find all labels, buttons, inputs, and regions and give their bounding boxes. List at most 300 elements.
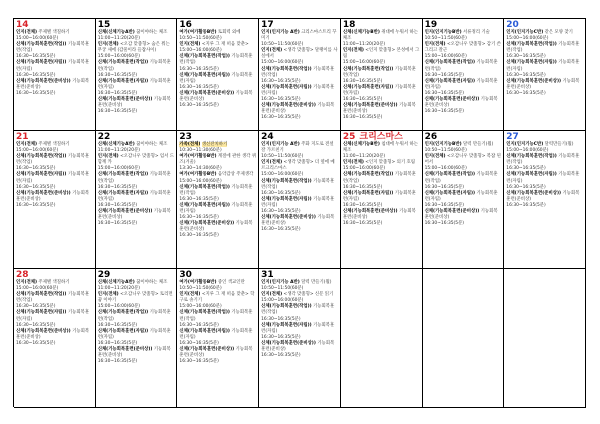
schedule-entry	[179, 154, 256, 172]
entry-time: 16:30~16:35(5분)	[16, 322, 56, 328]
schedule-entry	[425, 42, 502, 60]
entry-title: 신체(신체기능B반)	[342, 30, 380, 35]
schedule-entry	[425, 60, 502, 78]
entry-description: 같은 모양 찾기	[544, 30, 573, 35]
entry-title: 신체(기능회복훈련(준비상))	[97, 347, 153, 353]
schedule-entry	[261, 304, 338, 322]
schedule-entry	[98, 142, 175, 154]
day-cell	[96, 131, 178, 269]
entry-title: 신체(기능회복훈련(준비상))	[261, 215, 316, 221]
entry-title: 인지(전체)	[16, 142, 37, 147]
entry-description: 기능회복훈련(자립)	[97, 78, 171, 90]
entry-title: 신체(기능회복훈련(자립))	[16, 60, 67, 66]
entry-title: 신체(기능회복훈련(준비상))	[261, 340, 316, 346]
entry-time: 11:00~11:20(20분)	[342, 42, 386, 48]
entry-description: <지루 그 재 떠음 맞춘>	[201, 42, 249, 48]
entry-description: 기능회복훈련(작업)	[16, 42, 90, 54]
schedule-entry	[343, 191, 420, 209]
entry-time: 16:30~16:35(5분)	[97, 184, 138, 190]
schedule-entry	[179, 142, 256, 154]
entry-time: 10:50~11:50(60분)	[179, 286, 222, 292]
schedule-entry	[98, 97, 175, 115]
entry-description: 기능회복훈련(작업)	[424, 60, 498, 72]
day-cell	[96, 269, 178, 408]
entry-title: 신체(기능회복훈련(자립))	[261, 196, 312, 202]
entry-description: 침대에 누워서 하는체조	[342, 142, 419, 154]
entry-description: 기능회복훈련(준비상)	[506, 190, 580, 202]
schedule-entry	[261, 341, 338, 359]
entry-time: 16:30~16:35(5분)	[16, 54, 56, 60]
entry-description: 기능회복훈련(준비상)	[424, 209, 498, 221]
schedule-entry	[425, 172, 502, 190]
entry-time: 15:00~16:00(60분)	[97, 166, 140, 172]
entry-time: 16:30~16:35(5분)	[506, 202, 546, 208]
entry-description: 기능회복훈련(작업)	[179, 184, 253, 196]
entry-title: 신체(기능회복훈련(자립))	[179, 202, 230, 208]
schedule-entry	[261, 67, 338, 85]
entry-title: 신체(기능회복훈련(작업))	[261, 178, 312, 184]
entry-description: 꿈이야하는 체조	[136, 30, 168, 35]
entry-time: 16:30~16:35(5분)	[424, 109, 465, 115]
entry-description: 주제별 색칠하기	[38, 142, 70, 147]
entry-title: 신체(기능회복훈련(작업))	[179, 184, 230, 190]
schedule-entry	[343, 103, 420, 121]
entry-time: 16:30~16:35(5분)	[16, 340, 56, 346]
entry-title: 인지(전체)	[261, 48, 283, 54]
entry-title: 인지(전체)	[342, 160, 364, 166]
entry-description: 주화 지도로 전설잘 가르친기	[261, 142, 334, 154]
entry-time: 16:30~16:35(5분)	[261, 115, 301, 121]
entry-time: 16:30~16:35(5분)	[261, 227, 301, 233]
schedule-entry	[506, 154, 583, 172]
entry-title: 인지(인지기능C반)	[506, 142, 544, 147]
schedule-entry	[98, 280, 175, 292]
schedule-entry	[179, 172, 256, 184]
empty-day-cell	[423, 269, 505, 408]
entry-title: 신체(신체기능A반)	[97, 280, 135, 285]
day-cell	[341, 131, 423, 269]
entry-time: 16:30~16:35(5분)	[261, 316, 301, 322]
entry-title: 인지(전체)	[16, 280, 37, 285]
entry-description: 기능회복훈련(자립)	[506, 172, 580, 184]
entry-time: 16:30~16:35(5분)	[179, 84, 219, 90]
entry-time: 16:30~16:35(5분)	[16, 166, 56, 172]
entry-title: 신체(기능회복훈련(준비상))	[16, 328, 71, 334]
schedule-entry	[506, 42, 583, 60]
entry-title: 신체(기능회복훈련(자립))	[16, 310, 67, 316]
entry-description: 토회력 외에	[217, 30, 241, 35]
day-cell	[259, 269, 341, 408]
entry-time: 16:30~16:35(5분)	[506, 72, 546, 78]
entry-title: 신체(기능회복훈련(작업))	[342, 66, 394, 72]
schedule-entry	[425, 30, 502, 42]
schedule-entry	[179, 347, 256, 365]
entry-title: 신체(기능회복훈련(준비상))	[179, 221, 235, 227]
entry-title: 신체(기능회복훈련(준비상))	[16, 78, 71, 84]
schedule-entry	[425, 79, 502, 97]
entry-title: 신체(기능회복훈련(작업))	[97, 172, 149, 178]
entry-title: 신체(기능회복훈련(작업))	[97, 310, 149, 316]
day-header	[98, 270, 175, 280]
entry-title: 신체(신체기능A반)	[97, 142, 135, 147]
schedule-entry	[506, 172, 583, 190]
entry-description: 기능회복훈련(자립)	[179, 202, 253, 215]
entry-title: 신체(기능회복훈련(작업))	[261, 66, 312, 72]
entry-title: 인지(전체)	[179, 292, 201, 298]
entry-description: 달력만들기(월)	[544, 142, 574, 147]
schedule-entry	[16, 154, 93, 172]
day-cell	[96, 19, 178, 131]
entry-title: 신체(기능회복훈련(준비상))	[97, 97, 153, 103]
entry-description: 기능회복훈련(작업)	[179, 310, 253, 322]
day-number: 19	[424, 20, 438, 30]
entry-description: <지루 그 재 떠음 맞춘> 학구로 솔기기	[179, 292, 255, 304]
schedule-entry	[179, 280, 256, 292]
entry-time: 16:30~16:35(5분)	[97, 202, 138, 208]
day-cell	[423, 19, 505, 131]
entry-title: 신체(기능회복훈련(준비상))	[424, 97, 480, 103]
entry-description: 기능회복훈련(자립)	[97, 190, 171, 202]
entry-time: 16:30~16:35(5분)	[342, 97, 383, 103]
day-header	[425, 20, 502, 30]
schedule-entry	[179, 42, 256, 54]
entry-time: 16:30~16:35(5분)	[97, 90, 138, 96]
entry-description: 기능회복훈련(준비상)	[97, 97, 171, 109]
entry-title: 신체(기능회복훈련(자립))	[261, 84, 312, 90]
day-cell	[177, 131, 259, 269]
day-cell	[423, 131, 505, 269]
day-header	[261, 270, 338, 280]
entry-title: 인지(전체)	[97, 292, 119, 298]
schedule-entry	[506, 142, 583, 154]
entry-title: 인지(인지기능C반)	[506, 30, 544, 35]
schedule-entry	[98, 30, 175, 42]
entry-time: 16:30~16:35(5분)	[179, 103, 219, 109]
entry-description: 기능회복훈련(자립)	[261, 322, 335, 334]
entry-description: 기능회복훈련(작업)	[97, 60, 171, 72]
entry-title: 여가(여가활동B반)	[179, 154, 217, 160]
schedule-entry	[343, 85, 420, 103]
day-cell	[504, 131, 586, 269]
entry-title: 신체(기능회복훈련(자립))	[424, 78, 476, 84]
entry-title: 인지(전체)	[261, 292, 283, 298]
day-header	[261, 20, 338, 30]
day-cell	[14, 269, 96, 408]
schedule-entry	[261, 160, 338, 178]
day-number: 15	[97, 20, 111, 30]
schedule-entry	[179, 221, 256, 239]
entry-time: 16:30~16:35(5분)	[261, 78, 301, 84]
schedule-entry	[343, 142, 420, 160]
day-header	[261, 132, 338, 142]
entry-description: <오감 맞춤형> 숨은 뭐는 무궁 새에 (감물이라 들잡사이)	[97, 42, 170, 54]
entry-description: 기능회복훈련(준비상)	[342, 103, 416, 115]
entry-description: 기능회복훈련(작업)	[506, 42, 580, 54]
entry-title: 인지(전체)	[342, 48, 364, 54]
day-number: 14	[16, 20, 29, 30]
day-cell	[259, 131, 341, 269]
entry-title: 인지(전체)	[97, 42, 119, 48]
entry-description: <생각 맞춤형> 더 옆에 메르크리스마스	[261, 160, 335, 172]
entry-time: 16:30~16:35(5분)	[97, 359, 138, 365]
entry-time: 11:00~11:20(20분)	[342, 154, 386, 160]
entry-title: 신체(신체기능A반)	[97, 30, 135, 35]
entry-time: 16:30~16:35(5분)	[179, 340, 219, 346]
entry-title: 인지(전체)	[261, 160, 283, 166]
entry-description: 기능회복훈련(준비상)	[179, 90, 253, 103]
entry-description: 계절에 관한 생각 퀴즈(겨울)	[179, 154, 257, 166]
entry-time: 10:50~11:50(60분)	[261, 154, 304, 160]
entry-description: 꿈이야하는 체조	[136, 280, 168, 285]
entry-title: 신체(기능회복훈련(작업))	[424, 172, 476, 178]
entry-time: 16:30~16:35(5분)	[424, 184, 465, 190]
schedule-entry	[16, 30, 93, 42]
entry-title: 신체(기능회복훈련(자립))	[97, 328, 149, 334]
entry-title: 인지(전체)	[97, 154, 119, 160]
schedule-entry	[506, 79, 583, 97]
entry-time: 15:00~16:00(60분)	[424, 166, 467, 172]
entry-time: 16:30~16:35(5분)	[261, 209, 301, 215]
entry-description: 기능회복훈련(자립)	[16, 310, 90, 322]
entry-time: 15:00~16:00(60분)	[261, 172, 304, 178]
entry-description: <생각 맞춤형> 신문 읽기	[283, 292, 334, 298]
schedule-entry	[98, 154, 175, 172]
schedule-entry	[16, 42, 93, 60]
schedule-entry	[16, 60, 93, 78]
entry-time: 10:50~11:50(60분)	[261, 42, 304, 48]
schedule-entry	[261, 48, 338, 66]
entry-description: 기능회복훈련(자립)	[261, 196, 335, 208]
entry-title: 신체(기능회복훈련(자립))	[261, 322, 312, 328]
schedule-entry	[506, 30, 583, 42]
entry-title: 여가(여가활동B반)	[179, 30, 217, 35]
schedule-entry	[179, 185, 256, 203]
entry-description: 기능회복훈련(작업)	[97, 310, 171, 322]
entry-title: 신체(기능회복훈련(자립))	[97, 78, 149, 84]
schedule-entry	[179, 54, 256, 72]
entry-description: 기능회복훈련(자립)	[506, 60, 580, 72]
entry-description: 기능회복훈련(준비상)	[506, 78, 580, 90]
day-header	[343, 20, 420, 30]
entry-title: 인지(인지기능 A반)	[261, 280, 300, 285]
entry-title: 신체(기능회복훈련(자립))	[342, 84, 394, 90]
entry-time: 16:30~16:35(5분)	[97, 109, 138, 115]
day-number: 18	[342, 20, 356, 30]
entry-title: 인지(인지기능B반)	[424, 30, 462, 35]
entry-title: 인지(전체)	[424, 42, 446, 48]
day-header	[425, 132, 502, 142]
entry-time: 15:00~16:00(60분)	[179, 304, 222, 310]
entry-title: 신체(기능회복훈련(준비상))	[16, 190, 71, 196]
day-cell	[14, 19, 96, 131]
entry-description: <생각 맞춤형> 달팽이를 사실에서	[261, 48, 338, 60]
entry-description: 기능회복훈련(준비상)	[342, 209, 416, 221]
day-cell	[504, 19, 586, 131]
entry-description: <오감니우 맞춤형> 토리면 꿈 이야기	[97, 292, 173, 304]
schedule-entry	[179, 329, 256, 347]
day-number: 30	[179, 270, 192, 280]
schedule-entry	[179, 292, 256, 310]
entry-title: 신체(기능회복훈련(작업))	[261, 304, 312, 310]
entry-title: 신체(기능회복훈련(작업))	[16, 42, 67, 48]
entry-title: 신체(기능회복훈련(준비상))	[261, 103, 316, 109]
entry-description: 달력 만들기(월)	[463, 142, 494, 147]
entry-time: 16:30~16:35(5분)	[179, 233, 219, 239]
entry-description: 기능회복훈련(작업)	[261, 66, 335, 78]
schedule-entry	[261, 179, 338, 197]
schedule-entry	[261, 292, 338, 304]
entry-description: 기능회복훈련(자립)	[424, 78, 498, 90]
entry-description: 기능회복훈련(작업)	[342, 172, 416, 184]
schedule-entry	[261, 215, 338, 233]
schedule-entry	[98, 347, 175, 365]
schedule-entry	[425, 154, 502, 172]
entry-description: 기능회복훈련(자립)	[16, 172, 90, 184]
entry-title: 신체(기능회복훈련(작업))	[16, 154, 67, 160]
entry-title: 신체(기능회복훈련(작업))	[179, 310, 230, 316]
entry-description: 기능회복훈련(작업)	[342, 66, 416, 78]
entry-time: 16:30~16:35(5분)	[97, 340, 138, 346]
entry-time: 11:00~11:20(20분)	[97, 36, 140, 42]
entry-description: <오감니우 맞춤형> 엄서 드 함께 카	[97, 154, 175, 166]
entry-title: 인지(인지기능 A반)	[261, 142, 300, 147]
entry-time: 16:30~16:35(5분)	[97, 322, 138, 328]
entry-title: 신체(기능회복훈련(작업))	[16, 292, 67, 298]
entry-time: 16:30~16:35(5분)	[506, 166, 546, 172]
entry-description: 기능회복훈련(준비상)	[16, 78, 90, 90]
entry-time: 13:30~14:30(60분)	[179, 166, 222, 172]
schedule-entry	[506, 60, 583, 78]
entry-description: 달력 만들기(월)	[301, 280, 332, 285]
entry-description: 중인 색교인란	[217, 280, 245, 285]
entry-description: <인지 맞춤형> 의기 호림	[365, 160, 415, 166]
schedule-entry	[98, 209, 175, 227]
entry-time: 15:00~16:00(60분)	[97, 54, 140, 60]
entry-time: 16:30~16:35(5분)	[261, 353, 301, 359]
schedule-entry	[261, 103, 338, 121]
day-number: 17	[261, 20, 274, 30]
schedule-entry	[16, 329, 93, 347]
entry-time: 15:00~16:00(60분)	[179, 178, 222, 184]
entry-title: 신체(기능회복훈련(작업))	[506, 42, 557, 48]
day-cell	[14, 131, 96, 269]
entry-description: 기능회복훈련(준비상)	[261, 103, 335, 115]
day-header	[16, 132, 93, 142]
schedule-entry	[343, 67, 420, 85]
schedule-entry	[98, 310, 175, 328]
entry-description: 기능회복훈련(작업)	[506, 154, 580, 166]
day-header	[506, 20, 583, 30]
day-number: 25	[342, 132, 356, 142]
entry-description: <인지 맞춤형> 본성에서 그림	[342, 48, 420, 60]
entry-title: 신체(기능회복훈련(자립))	[16, 172, 67, 178]
entry-time: 16:30~16:35(5분)	[261, 190, 301, 196]
holiday-name: 크리스마스	[359, 132, 403, 142]
entry-description: 기능회복훈련(자립)	[179, 72, 253, 84]
schedule-entry	[343, 48, 420, 66]
entry-time: 15:00~16:00(60분)	[261, 298, 304, 304]
schedule-entry	[261, 142, 338, 160]
schedule-entry	[98, 292, 175, 310]
day-header	[98, 132, 175, 142]
entry-description: 기능회복훈련(준비상)	[261, 340, 335, 353]
schedule-entry	[261, 323, 338, 341]
entry-time: 10:50~11:50(60분)	[261, 286, 304, 292]
schedule-entry	[16, 142, 93, 154]
day-number: 31	[261, 270, 274, 280]
schedule-entry	[425, 142, 502, 154]
day-number: 29	[97, 270, 111, 280]
schedule-entry	[261, 85, 338, 103]
schedule-entry	[179, 73, 256, 91]
entry-description: 음악감상 주제생각	[217, 172, 254, 178]
entry-description: 기능회복훈련(작업)	[261, 178, 335, 190]
day-header	[16, 270, 93, 280]
entry-time: 15:00~16:00(60분)	[342, 166, 386, 172]
entry-title: 신체(기능회복훈련(작업))	[506, 154, 557, 160]
entry-time: 16:30~16:35(5분)	[16, 72, 56, 78]
entry-title: 신체(기능회복훈련(작업))	[179, 54, 230, 60]
entry-title: 여가(여가활동B반)	[179, 280, 217, 285]
entry-title: 신체(기능회복훈련(준비상))	[506, 78, 561, 84]
entry-time: 16:30~16:35(5분)	[16, 184, 56, 190]
schedule-entry	[343, 160, 420, 172]
entry-time: 10:50~11:50(60분)	[424, 148, 467, 154]
entry-time: 10:50~11:50(60분)	[179, 36, 222, 42]
entry-time: 11:00~11:20(20분)	[97, 286, 140, 292]
schedule-entry	[179, 203, 256, 221]
schedule-entry	[425, 191, 502, 209]
entry-title: 신체(기능회복훈련(준비상))	[97, 209, 153, 215]
entry-title: 신체(기능회복훈련(자립))	[424, 190, 476, 196]
schedule-entry	[98, 42, 175, 60]
day-number: 16	[179, 20, 192, 30]
entry-title: 신체(기능회복훈련(작업))	[424, 60, 476, 66]
entry-title: 신체(기능회복훈련(준비상))	[424, 209, 480, 215]
calendar-grid	[13, 18, 586, 407]
entry-description: 기능회복훈련(작업)	[261, 304, 335, 316]
day-cell	[177, 19, 259, 131]
entry-time: 16:30~16:35(5분)	[179, 359, 219, 365]
entry-description: 기능회복훈련(준비상)	[179, 347, 253, 359]
entry-title: 신체(기능회복훈련(자립))	[179, 72, 230, 78]
day-header	[179, 20, 256, 30]
entry-description: 생신잔치하기	[201, 142, 228, 147]
entry-description: <오감니우 맞춤형> 감기 쓴 그리고 잘근	[424, 42, 501, 54]
entry-title: 가족(전체)	[179, 142, 201, 147]
entry-description: 기능회복훈련(준비상)	[16, 190, 90, 202]
entry-time: 16:30~16:35(5분)	[506, 90, 546, 96]
schedule-entry	[179, 91, 256, 109]
entry-title: 인지(전체)	[179, 42, 201, 48]
empty-day-cell	[504, 269, 586, 408]
entry-title: 신체(기능회복훈련(준비상))	[342, 209, 398, 215]
entry-description: 기능회복훈련(자립)	[179, 328, 253, 340]
schedule-entry	[506, 191, 583, 209]
entry-title: 신체(기능회복훈련(자립))	[179, 328, 230, 334]
entry-time: 16:30~16:35(5분)	[261, 97, 301, 103]
entry-title: 신체(기능회복훈련(준비상))	[506, 190, 561, 196]
day-number: 28	[16, 270, 29, 280]
entry-description: 기능회복훈련(준비상)	[16, 328, 90, 340]
schedule-entry	[425, 97, 502, 115]
entry-title: 인지(전체)	[16, 30, 37, 35]
entry-description: 기능회복훈련(자립)	[97, 328, 171, 340]
entry-description: 기능회복훈련(준비상)	[97, 209, 171, 221]
entry-time: 16:30~16:35(5분)	[342, 115, 383, 121]
day-number: 22	[97, 132, 111, 142]
entry-time: 16:30~16:35(5분)	[506, 54, 546, 60]
